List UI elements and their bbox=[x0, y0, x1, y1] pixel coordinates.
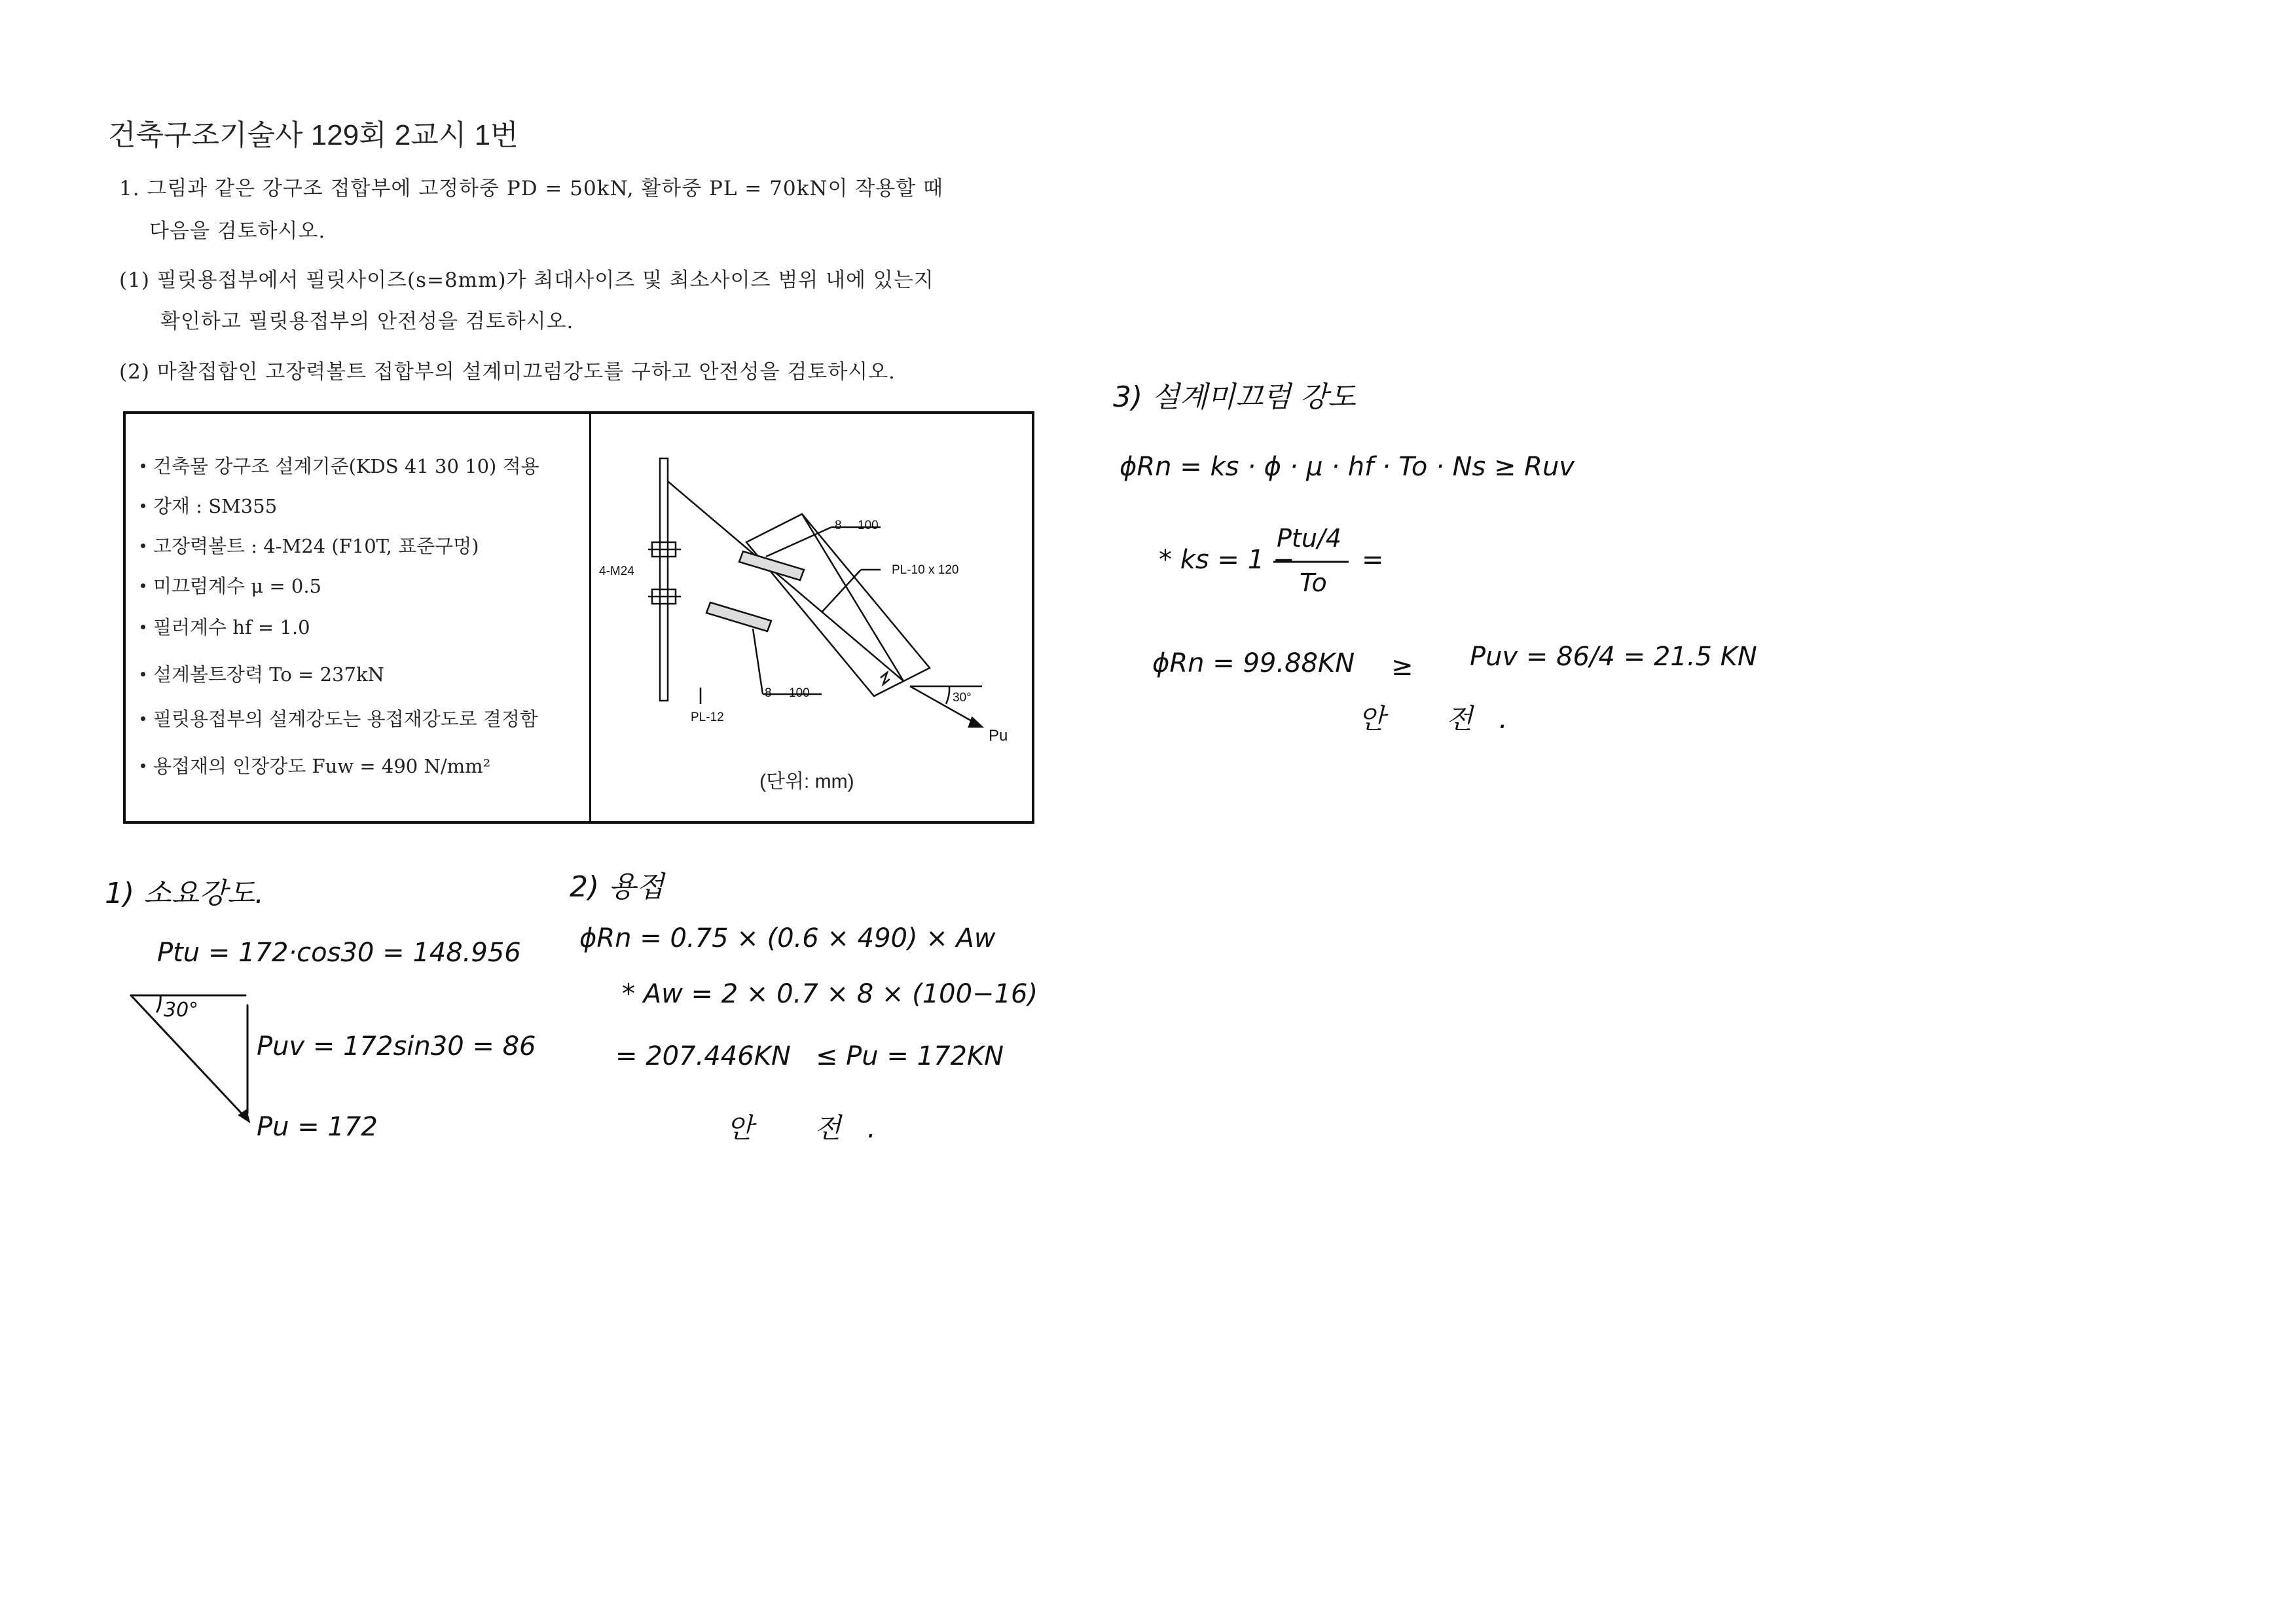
question-1-line2: 확인하고 필릿용접부의 안전성을 검토하시오. bbox=[160, 310, 574, 333]
condition-item: 필릿용접부의 설계강도는 용접재강도로 결정함 bbox=[141, 705, 538, 731]
section-1-angle: 30° bbox=[164, 999, 199, 1022]
condition-item: 강재 : SM355 bbox=[141, 492, 277, 519]
section-2-heading: 2) 용접 bbox=[570, 870, 665, 904]
weld-length-label: 100 bbox=[858, 519, 879, 532]
section-1-heading: 1) 소요강도. bbox=[105, 877, 264, 910]
condition-item: 건축물 강구조 설계기준(KDS 41 30 10) 적용 bbox=[141, 452, 539, 479]
weld-length-label: 100 bbox=[789, 686, 810, 700]
condition-item: 고장력볼트 : 4-M24 (F10T, 표준구멍) bbox=[141, 532, 479, 559]
section-3-eq2-numerator: Ptu/4 bbox=[1277, 524, 1341, 553]
plate-label: PL-10 x 120 bbox=[892, 563, 959, 577]
load-label: Pu bbox=[989, 727, 1008, 745]
condition-item: 필러계수 hf = 1.0 bbox=[141, 613, 310, 640]
section-3-heading: 3) 설계미끄럼 강도 bbox=[1113, 380, 1356, 414]
section-2-conclusion: 안 전. bbox=[727, 1112, 902, 1144]
condition-item: 미끄럼계수 μ = 0.5 bbox=[141, 572, 321, 599]
problem-statement-line1: 1. 그림과 같은 강구조 접합부에 고정하중 PD = 50kN, 활하중 PL = 70kN이 작용할 때 bbox=[119, 177, 943, 200]
gusset-label: PL-12 bbox=[691, 710, 724, 724]
section-2-eq3: = 207.446KN ≤ Pu = 172KN bbox=[615, 1041, 1004, 1071]
section-3-conclusion: 안 전. bbox=[1358, 703, 1534, 735]
condition-item: 용접재의 인장강도 Fuw = 490 N/mm² bbox=[141, 752, 490, 779]
section-1-ptu: Ptu = 172·cos30 = 148.956 bbox=[157, 938, 521, 968]
section-3-eq2-suffix: = bbox=[1362, 545, 1384, 575]
section-1-pu: Pu = 172 bbox=[257, 1112, 378, 1142]
section-3-eq1: ϕRn = ks · ϕ · μ · hf · To · Ns ≥ Ruv bbox=[1120, 452, 1575, 482]
weld-size-label: 8 bbox=[765, 686, 772, 700]
section-3-puv: Puv = 86/4 = 21.5 KN bbox=[1470, 642, 1757, 672]
section-2-eq2: * Aw = 2 × 0.7 × 8 × (100−16) bbox=[622, 979, 1038, 1009]
question-2: (2) 마찰접합인 고장력볼트 접합부의 설계미끄럼강도를 구하고 안전성을 검토하시오. bbox=[119, 360, 896, 384]
unit-label: (단위: mm) bbox=[759, 771, 854, 792]
section-1-puv: Puv = 172sin30 = 86 bbox=[257, 1031, 536, 1061]
section-3-eq2-prefix: * ks = 1 − bbox=[1159, 545, 1295, 575]
angle-label: 30° bbox=[953, 691, 972, 705]
page-title: 건축구조기술사 129회 2교시 1번 bbox=[108, 119, 519, 151]
problem-statement-line2: 다음을 검토하시오. bbox=[149, 219, 326, 243]
question-1-line1: (1) 필릿용접부에서 필릿사이즈(s=8mm)가 최대사이즈 및 최소사이즈 범위 내에 있는지 bbox=[119, 268, 934, 292]
weld-size-label: 8 bbox=[835, 519, 842, 532]
condition-item: 설계볼트장력 To = 237kN bbox=[141, 660, 384, 687]
section-3-eq2-denominator: To bbox=[1300, 568, 1327, 597]
section-3-ge: ≥ bbox=[1391, 652, 1413, 682]
section-2-eq1: ϕRn = 0.75 × (0.6 × 490) × Aw bbox=[579, 923, 996, 953]
bolt-label: 4-M24 bbox=[599, 564, 634, 578]
section-3-eq3: ϕRn = 99.88KN bbox=[1152, 648, 1355, 678]
